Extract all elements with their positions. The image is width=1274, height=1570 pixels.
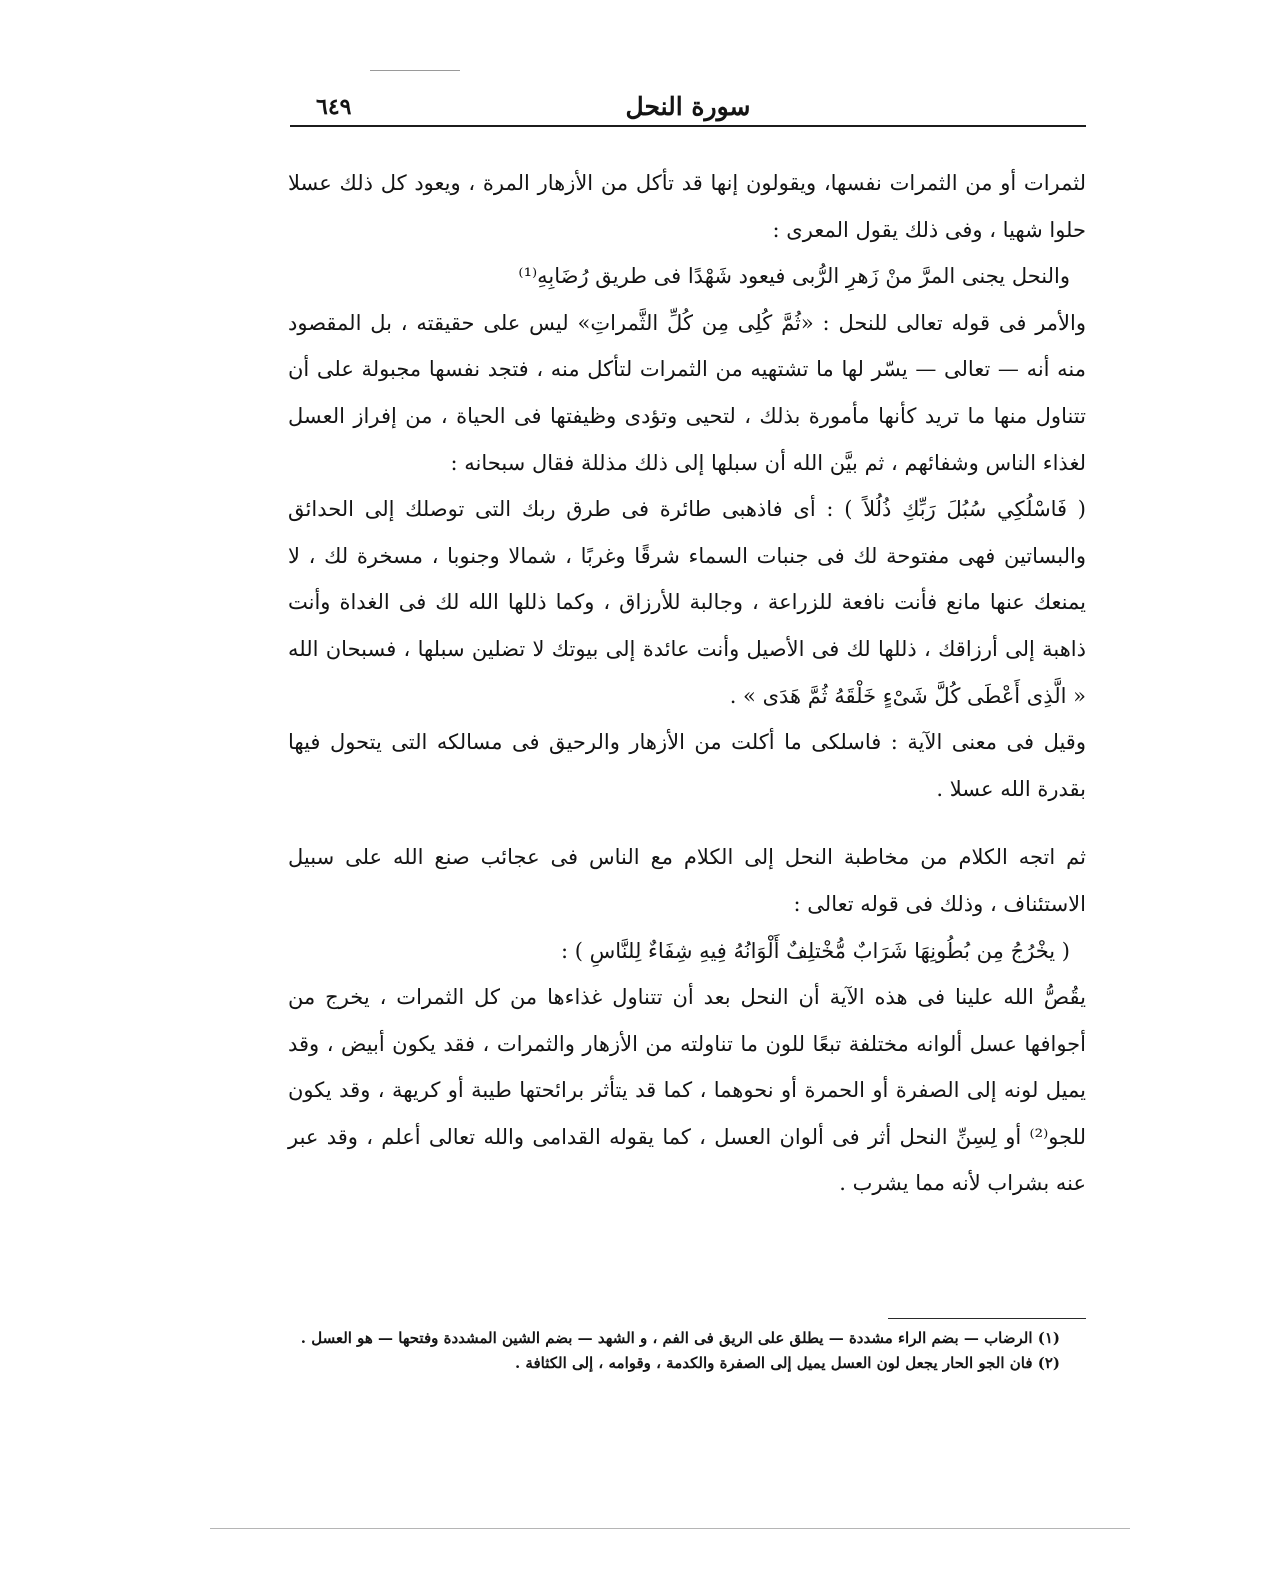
- paragraph: والأمر فى قوله تعالى للنحل : «ثُمَّ كُلِى مِن كُلِّ الثَّمراتِ» ليس على حقيقته ، بل المقصود منه أنه — تعالى — يسّر لها ما تشتهيه من الثمرات لتأكل منه ، فتجد نفسها مجبولة على أن تتناول منها ما تريد كأنها مأمورة بذلك ، لتحيى وتؤدى وظيفتها فى الحياة ، من إفراز العسل لغذاء الناس وشفائهم ، ثم بيَّن الله أن سبلها إلى ذلك مذللة فقال سبحانه :: [288, 310, 1086, 475]
- header-divider: [290, 125, 1086, 127]
- surah-title: سورة النحل: [625, 92, 751, 121]
- paragraph: يقُصُّ الله علينا فى هذه الآية أن النحل بعد أن تتناول غذاءها من كل الثمرات ، يخرج من أجوافها عسل ألوانه مختلفة تبعًا للون ما تناولته من الأزهار والثمرات ، فقد يكون أبيض ، وقد يميل لونه إلى الصفرة أو الحمرة أو نحوهما ، كما قد يتأثر برائحتها طيبة أو كريهة ، وقد يكون للجو⁽²⁾ أو لِسِنِّ النحل أثر فى ألوان العسل ، كما يقوله القدامى والله تعالى أعلم ، وقد عبر عنه بشراب لأنه مما يشرب .: [288, 985, 1086, 1196]
- paragraph-gap: [288, 812, 1086, 834]
- quran-verse: ( يخْرُجُ مِن بُطُونِهَا شَرَابٌ مُّخْتلِفٌ أَلْوَانُهُ فِيهِ شِفَاءٌ لِلنَّاسِ ) :: [561, 938, 1070, 963]
- paragraph: ( فَاسْلُكِي سُبُلَ رَبِّكِ ذُلُلاً ) : أى فاذهبى طائرة فى طرق ربك التى توصلك إلى الحدائق والبساتين فهى مفتوحة لك فى جنبات السماء شرقًا وغربًا ، شمالا وجنوبا ، مسخرة لك ، لا يمنعك عنها مانع فأنت نافعة للزراعة ، وجالبة للأرزاق ، وكما ذللها الله لك فى الغداة وأنت ذاهبة إلى أرزاقك ، ذللها لك فى الأصيل وأنت عائدة إلى بيوتك لا تضلين سبلها ، فسبحان الله « الَّذِى أَعْطَى كُلَّ شَىْءٍ خَلْقَهُ ثُمَّ هَدَى » .: [288, 497, 1086, 708]
- paragraph: ثم اتجه الكلام من مخاطبة النحل إلى الكلام مع الناس فى عجائب صنع الله على سبيل الاستئناف ، وذلك فى قوله تعالى :: [288, 845, 1086, 916]
- page-number: ٦٤٩: [316, 94, 352, 120]
- poetry-verse: والنحل يجنى المرَّ منْ زَهرِ الرُّبى فيعود شَهْدًا فى طريق رُضَابِهِ⁽¹⁾: [518, 264, 1070, 289]
- paragraph: وقيل فى معنى الآية : فاسلكى ما أكلت من الأزهار والرحيق فى مسالكه التى يتحول فيها بقدرة الله عسلا .: [288, 730, 1086, 801]
- footnotes: [300, 1326, 1060, 1376]
- footnote: (١) الرضاب — بضم الراء مشددة — يطلق على الريق فى الفم ، و الشهد — بضم الشين المشددة وفتحها — هو العسل .: [300, 1329, 1060, 1347]
- footnote: (٢) فان الجو الحار يجعل لون العسل يميل إلى الصفرة والكدمة ، وقوامه ، إلى الكثافة .: [514, 1354, 1060, 1372]
- running-header: [290, 88, 1086, 122]
- scan-artifact-top: [370, 70, 460, 71]
- paragraph: لثمرات أو من الثمرات نفسها، ويقولون إنها قد تأكل من الأزهار المرة ، ويعود كل ذلك عسلا حلوا شهيا ، وفى ذلك يقول المعرى :: [288, 171, 1086, 242]
- main-text: [288, 160, 1086, 1207]
- scan-artifact-bottom: [210, 1528, 1130, 1529]
- footnote-divider: [888, 1318, 1086, 1319]
